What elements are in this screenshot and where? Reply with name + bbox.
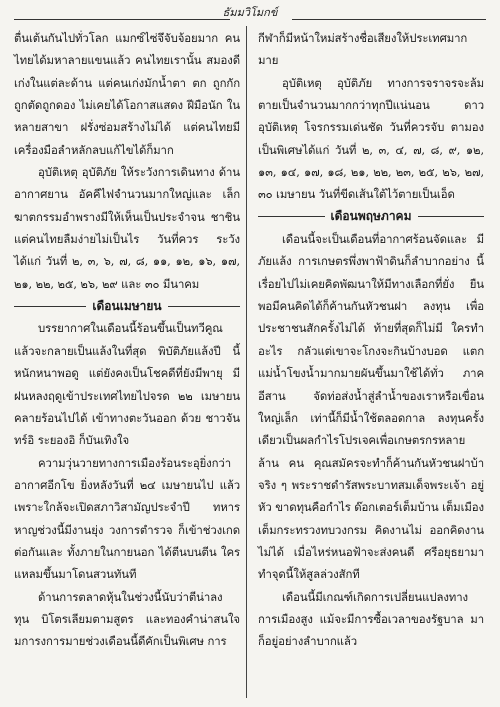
left-column — [14, 27, 240, 653]
column-divider — [246, 26, 247, 698]
section-rule-left — [14, 306, 86, 307]
right-paragraph-4: เดือนนี้มีเกณฑ์เกิดการเปลี่ยนแปลงทาง การเมืองสูง แม้จะมีการซื้อเวลาของรัฐบาล มาก็อยู่อย่างลำบากแล้ว — [258, 589, 484, 649]
left-paragraph-3: บรรยากาศในเดือนนี้ร้อนขึ้นเป็นทวีคูณ แล้วจะกลายเป็นแล้งในที่สุด พิบัติภัยแล้งปี นี้หนักหนาพอดู แต่ยังคงเป็นโชคดีที่ยังมีพายุ มีฝนหลงฤดูเข้าประเทศไทยไปจรด ๒๒ เมษายน คลายร้อนไปได้ เข้าทางตะวันออก ด้วย ชาวจันทร์อิ ระยองอิ ก็บันเทิงใจ — [14, 321, 240, 448]
left-paragraph-4: ความวุ่นวายทางการเมืองร้อนระอุยิ่งกว่า อากาศอีกโข ยิ่งหลังวันที่ ๒๔ เมษายนไป แล้ว เพราะใกล้จะเปิดสภาวิสามัญประจำปี ทหารหาญช่วงนี้มีงานยุ่ง วงการตำรวจ ก็เข้าช่วงเกดต่อกันและ ทั้งภายในกายนอก ได้ตีนบนตีน ใครแหลมขึ้นมาโดนสวนทันที — [14, 455, 240, 582]
right-paragraph-3: เดือนนี้จะเป็นเดือนที่อากาศร้อนจัดและ มีภัยแล้ง การเกษตรพึ่งพาฟ้าดินก็ลำบากอย่าง นี้เรื่อยไปไม่เคยคิดพัฒนาให้มีทางเลือกที่ยั่ง ยืน พอมีคนคิดได้ก็ค้านกันหัวชนฝา ลงทุน เพื่อประชาชนสักครั้งไม่ได้ ท้ายที่สุดก็ไม่มี ใครทำอะไร กลัวแต่เขาจะโกงจะกินบ้างบอด แตก แม่น้ำโขงน้ำมากมายผันขึ้นมาใช้ได้ทั่ว ภาคอีสาน จัดท่อส่งน้ำสู่ลำน้ำของเราหรือเขื่อน ใหญ่เล็ก เท่านี้ก็มีน้ำใช้ตลอดกาล ลงทุนครั้ง เดียวเป็นผลกำไรโปรเจคเพื่อเกษตรกรหลายล้าน คน คุณสมัครจะทำก็ค้านกันหัวชนฝาบ้า จริง ๆ พระราชดำรัสพระบาทสมเด็จพระเจ้า อยู่หัว ขาดทุนคือกำไร ด๊อกเตอร์เต็มบ้าน เต็มเมืองเต็มกระทรวงทบวงกรม คิดงานไม่ ออกคิดงานไม่ได้ เมื่อไหร่หนอฟ้าจะส่งคนดี ศรีอยุธยามาทำจุดนี้ให้สูลล่วงสักที — [258, 232, 484, 582]
left-paragraph-1: ตื่นเต้นกันไปทั่วโลก แมกซ์ไซ่จึจับจ้อยมาก คนไทยได้มหาลายแขนแล้ว คนไทยเรานั้น สมองดีเก่งในแต่ละด้าน แต่คนเก่งมักน้ำตา ตก ถูกกักถูกตัดถูกดอง ไม่เคยได้โอกาสแสดง ฝีมือนัก ในหลายสาขา ฝรั่งซ่อมสร้างไม่ได้ แต่คนไทยมีเครื่องมือลำหลักลบแก้ไขได้ก็มาก — [14, 31, 240, 157]
right-paragraph-2: อุบัติเหตุ อุบัติภัย ทางการจราจรจะล้ม ตายเป็นจำนวนมากกว่าทุกปีแน่นอน ดาว อุบัติเหตุ โจรกรรมเด่นชัด วันที่ควรจับ ตามองเป็นพิเศษได้แก่ วันที่ ๒, ๓, ๔, ๗, ๘, ๙, ๑๒, ๑๓, ๑๔, ๑๗, ๑๘, ๒๑, ๒๒, ๒๓, ๒๕, ๒๖, ๒๗, ๓๐ เมษายน วันที่ขีดเส้นใต้ไว้ตายเป็นเอ็ด — [258, 75, 484, 202]
left-paragraph-5: ด้านการตลาดหุ้นในช่วงนี้นับว่าตีน่าลง ทุน บิโตรเลียมตามสูตร และทองคำน่าสนใจ มการงการมายช่วงเดือนนี้ดีคักเป็นพิเศษ การ — [14, 589, 240, 649]
section-rule-right — [168, 306, 240, 307]
right-paragraph-1: กีฬาก็มีหน้าใหม่สร้างชื่อเสียงให้ประเทศมาก มาย — [258, 31, 468, 68]
header-rule-right — [292, 19, 486, 20]
section-rule-right — [418, 216, 485, 217]
section-heading-april — [14, 295, 240, 317]
left-paragraph-2: อุบัติเหตุ อุบัติภัย ให้ระวังการเดินทาง ด้านอากาศยาน อัคคีไฟจำนวนมากใหญ่และ เล็ก ฆาตกรรมอำพรางมีให้เห็นเป็นประจำจน ชาชิน แต่คนไทยลืมง่ายไม่เป็นไร วันที่ควร ระวัง ได้แก่ วันที่ ๒, ๓, ๖, ๗, ๘, ๑๑, ๑๒, ๑๖, ๑๗, ๒๑, ๒๒, ๒๕, ๒๖, ๒๙ และ ๓๐ มีนาคม — [14, 165, 240, 291]
section-heading-may — [258, 206, 484, 228]
section-heading-may-text: เดือนพฤษภาคม — [330, 209, 412, 224]
page-header — [0, 6, 500, 22]
section-heading-april-text: เดือนเมษายน — [92, 298, 162, 313]
section-rule-left — [258, 216, 325, 217]
header-title: ธัมมวิโมกข์ — [222, 6, 278, 19]
right-column — [258, 27, 484, 653]
